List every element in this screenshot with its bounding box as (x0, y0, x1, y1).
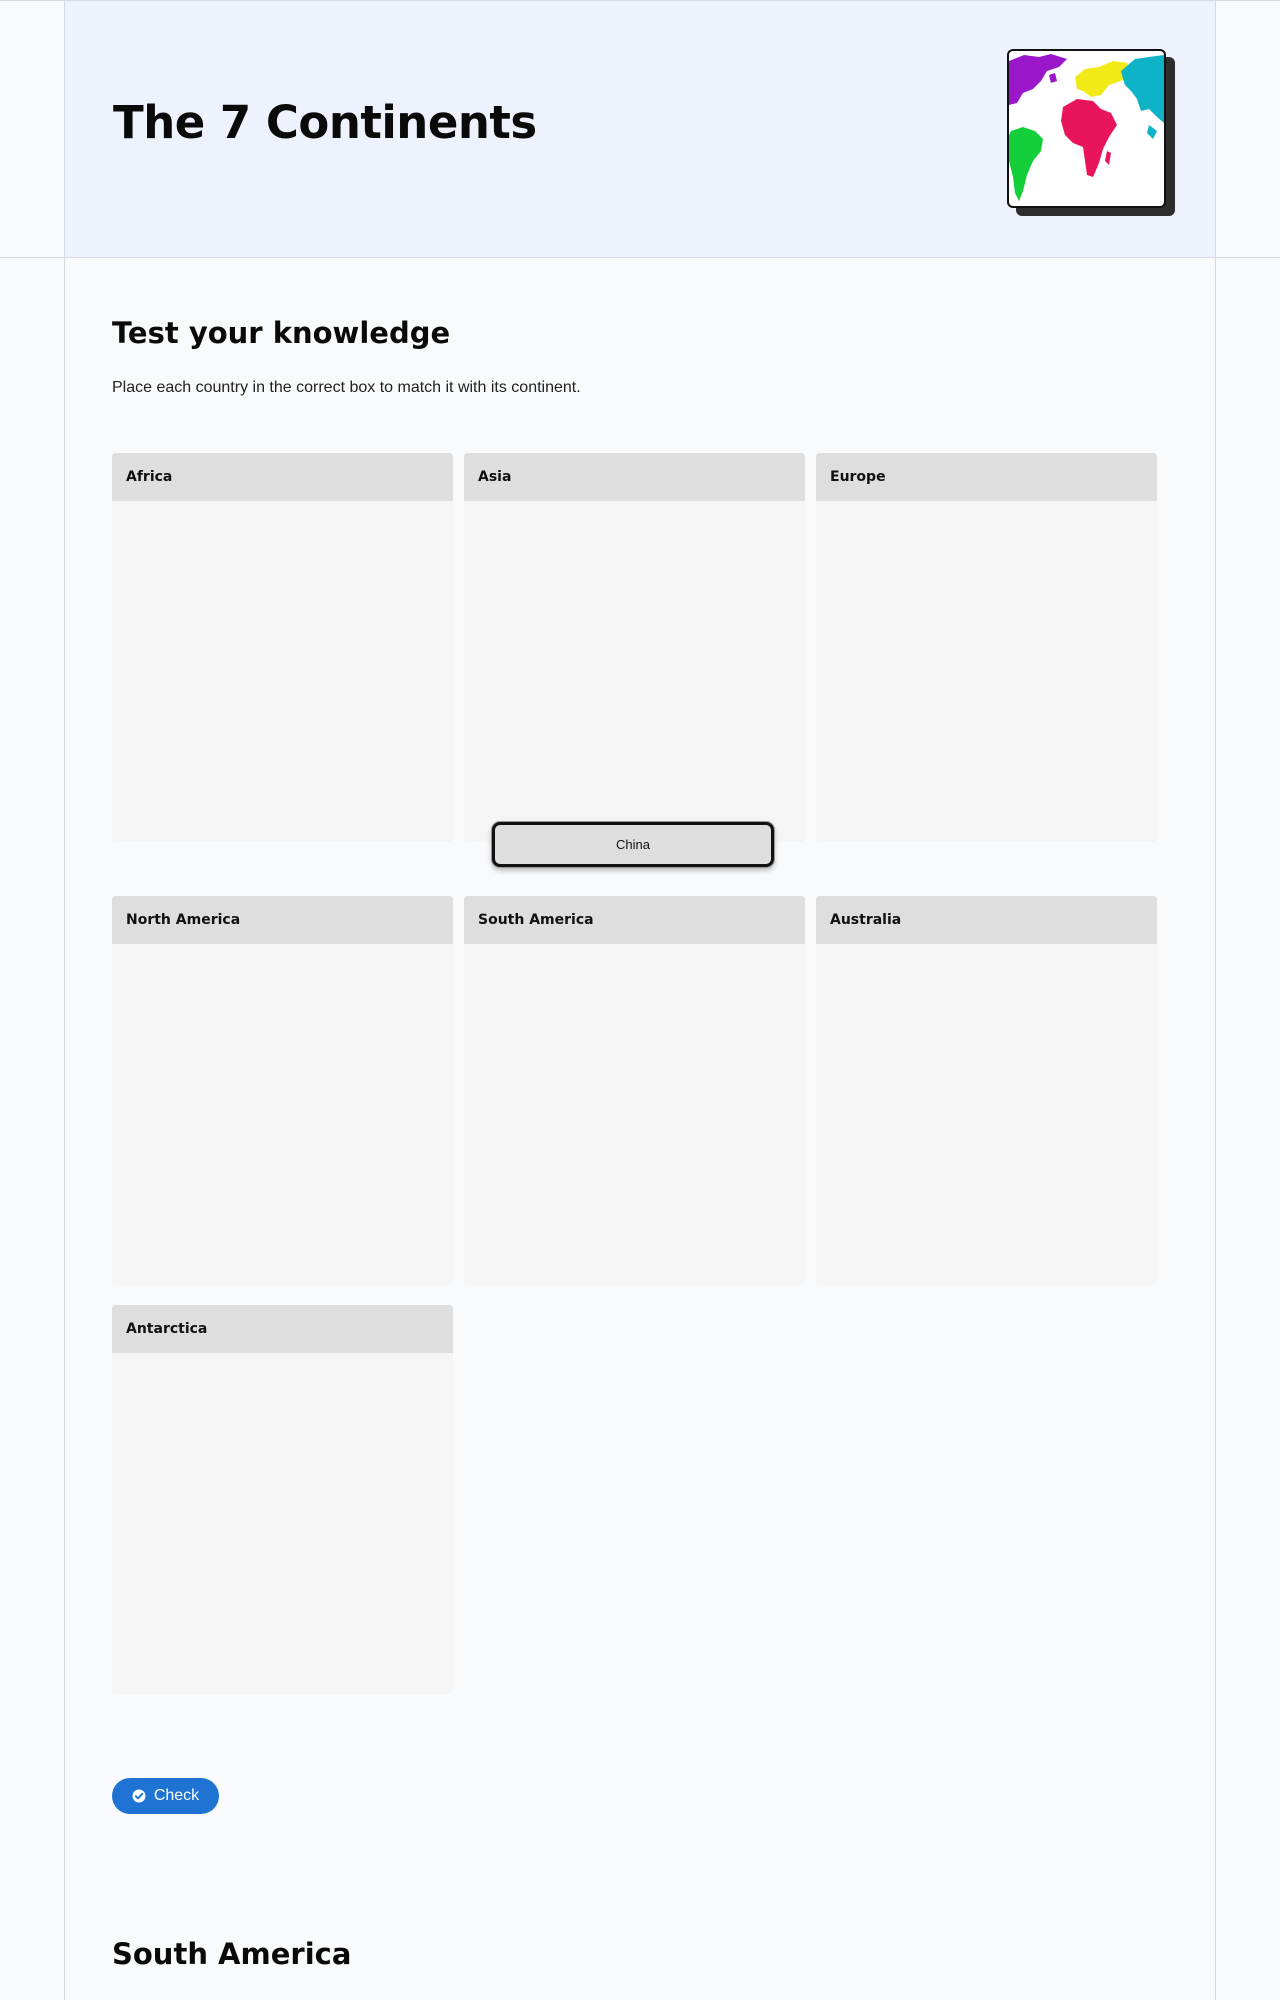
header-bottom-rule (0, 257, 1280, 258)
drop-zone-australia[interactable] (816, 896, 1157, 1285)
section-heading-south-america: South America (112, 1937, 352, 1971)
page-guide-left (64, 0, 65, 2000)
drop-zone-label: South America (464, 896, 805, 944)
drop-zone-label: North America (112, 896, 453, 944)
drop-zone-label: Asia (464, 453, 805, 501)
page-title: The 7 Continents (113, 96, 537, 149)
drop-zone-north-america[interactable] (112, 896, 453, 1285)
check-circle-icon (132, 1789, 146, 1803)
drop-zone-south-america[interactable] (464, 896, 805, 1285)
drop-zone-asia[interactable] (464, 453, 805, 842)
check-button-label: Check (153, 1787, 200, 1804)
quiz-instructions: Place each country in the correct box to match it with its continent. (112, 379, 581, 396)
world-map-icon (1007, 49, 1166, 208)
drop-zone-label: Europe (816, 453, 1157, 501)
page-header (65, 1, 1215, 257)
check-button[interactable] (112, 1778, 219, 1814)
quiz-title: Test your knowledge (112, 316, 451, 350)
drop-zone-africa[interactable] (112, 453, 453, 842)
drop-zone-label: Antarctica (112, 1305, 453, 1353)
page-guide-right (1215, 0, 1216, 2000)
drop-zone-antarctica[interactable] (112, 1305, 453, 1694)
drop-zone-europe[interactable] (816, 453, 1157, 842)
drop-zone-label: Africa (112, 453, 453, 501)
draggable-country-chip[interactable]: China (492, 822, 774, 867)
drop-zone-label: Australia (816, 896, 1157, 944)
